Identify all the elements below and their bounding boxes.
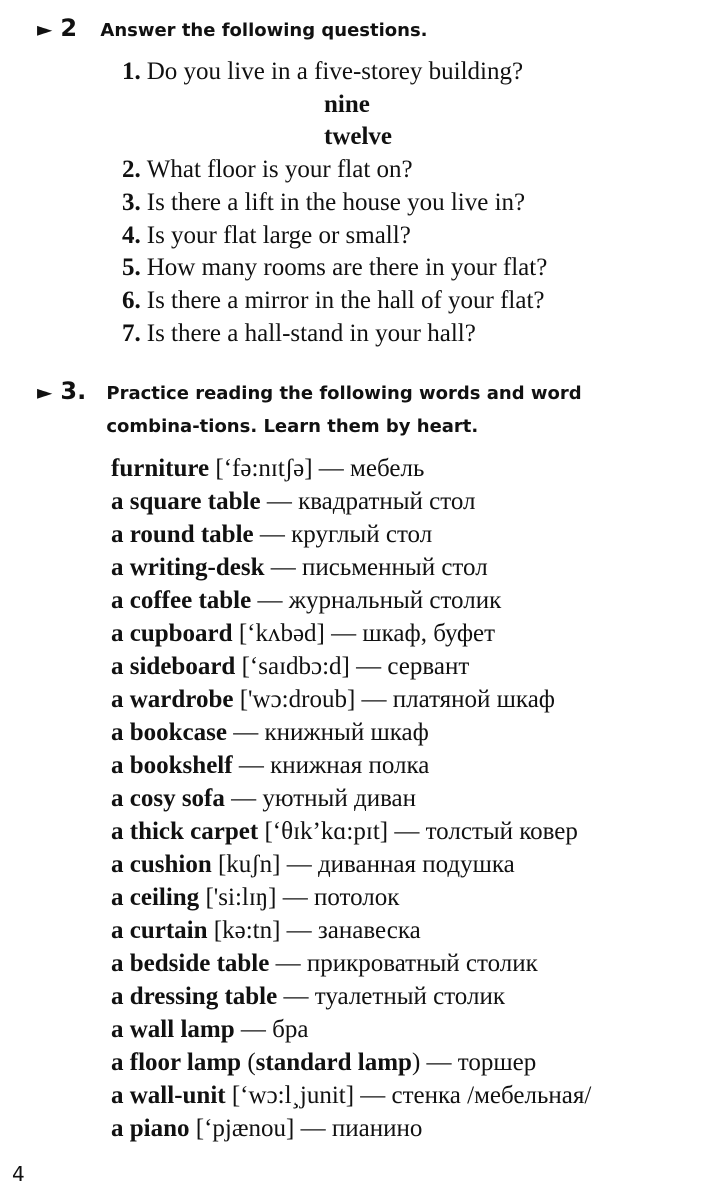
- alternative-word: twelve: [324, 123, 393, 151]
- list-item: [111, 947, 591, 980]
- list-item: [111, 881, 591, 914]
- question-number: 1.: [122, 58, 141, 85]
- list-item: [111, 650, 591, 683]
- list-item: [122, 318, 547, 351]
- question-list: [122, 56, 547, 350]
- vocab-translation: — письменный стол: [264, 554, 488, 581]
- list-item: [111, 782, 591, 815]
- vocab-translation: — уютный диван: [224, 785, 417, 812]
- list-item: [111, 980, 591, 1013]
- vocab-term: a curtain: [111, 917, 208, 944]
- exercise-3-heading: [37, 377, 676, 443]
- exercise-instruction: Practice reading the following words and word combina-tions. Learn them by heart.: [106, 383, 582, 437]
- vocab-term: a wall-unit: [111, 1082, 226, 1109]
- vocab-term: a floor lamp: [111, 1049, 242, 1076]
- vocab-translation: [‘kʌbəd] — шкаф, буфет: [232, 620, 496, 647]
- vocab-translation: — бра: [234, 1016, 309, 1043]
- vocab-term: furniture: [111, 455, 210, 482]
- list-item: [111, 452, 591, 485]
- list-item: [122, 252, 547, 285]
- list-item: [111, 1013, 591, 1046]
- list-item: [111, 584, 591, 617]
- vocab-translation: — круглый стол: [253, 521, 433, 548]
- vocab-translation: [‘pjænou] — пианино: [189, 1115, 423, 1142]
- vocab-translation: — журнальный столик: [251, 587, 502, 614]
- list-item: [111, 1046, 591, 1079]
- vocab-translation: [‘wɔ:l¸junit] — стенка /мебельная/: [225, 1082, 592, 1109]
- vocab-term: a cushion: [111, 851, 212, 878]
- exercise-2-heading: [37, 14, 670, 47]
- vocab-translation: ) — торшер: [411, 1049, 537, 1076]
- vocab-term: a bedside table: [111, 950, 270, 977]
- vocab-term: a ceiling: [111, 884, 200, 911]
- vocab-term: a wall lamp: [111, 1016, 235, 1043]
- vocab-translation: [kə:tn] — занавеска: [207, 917, 421, 944]
- list-item: [111, 848, 591, 881]
- list-item: [111, 551, 591, 584]
- exercise-instruction: Answer the following questions.: [100, 20, 428, 41]
- vocab-term: a sideboard: [111, 653, 236, 680]
- vocab-term: a round table: [111, 521, 254, 548]
- vocab-term: a cosy sofa: [111, 785, 225, 812]
- question-text: Is your flat large or small?: [146, 221, 411, 249]
- vocab-term: a square table: [111, 488, 261, 515]
- list-item: [111, 815, 591, 848]
- vocab-term: a cupboard: [111, 620, 233, 647]
- list-item: [111, 683, 591, 716]
- question-number: 4.: [122, 221, 141, 249]
- vocab-term: a coffee table: [111, 587, 252, 614]
- question-text: What floor is your flat on?: [146, 156, 413, 184]
- vocab-term: a bookshelf: [111, 752, 233, 779]
- list-item: [111, 914, 591, 947]
- vocab-translation: — туалетный столик: [277, 983, 505, 1010]
- exercise-number: 2: [60, 14, 78, 42]
- question-number: 3.: [122, 188, 141, 216]
- vocab-term: a dressing table: [111, 983, 278, 1010]
- alternative-word: nine: [324, 90, 370, 118]
- question-number: 6.: [122, 286, 141, 314]
- vocab-translation: — квадратный стол: [260, 488, 476, 515]
- vocab-paren: (: [241, 1049, 256, 1076]
- page-number: 4: [12, 1162, 25, 1186]
- vocab-translation: [kuʃn] — диванная подушка: [211, 851, 515, 878]
- vocab-translation: [‘θɪk’kɑ:pɪt] — толстый ковер: [258, 818, 578, 845]
- question-text: How many rooms are there in your flat?: [146, 254, 548, 282]
- vocab-term-alt: standard lamp: [255, 1049, 412, 1076]
- list-item: [111, 716, 591, 749]
- list-item: [122, 285, 547, 318]
- triangle-pointer-icon: ►: [37, 17, 53, 41]
- list-item: [111, 1079, 591, 1112]
- list-item: [122, 56, 547, 89]
- list-item: [122, 154, 547, 187]
- list-item: [111, 617, 591, 650]
- vocab-translation: [‘fə:nɪtʃə] — мебель: [209, 455, 425, 482]
- question-text: Do you live in a five-storey building?: [146, 58, 524, 85]
- vocab-term: a thick carpet: [111, 818, 259, 845]
- question-text: Is there a mirror in the hall of your flat?: [146, 286, 545, 314]
- question-text: Is there a hall-stand in your hall?: [146, 319, 476, 347]
- vocab-translation: ['si:lɪŋ] — потолок: [199, 884, 400, 911]
- vocab-translation: — книжная полка: [232, 752, 430, 779]
- exercise-number: 3.: [60, 377, 87, 405]
- question-number: 2.: [122, 156, 141, 184]
- vocab-translation: — прикроватный столик: [269, 950, 538, 977]
- vocab-translation: ['wɔ:droub] — платяной шкаф: [233, 686, 555, 713]
- question-number: 5.: [122, 254, 141, 282]
- list-item: [111, 1112, 591, 1145]
- vocab-term: a wardrobe: [111, 686, 234, 713]
- list-item: [111, 485, 591, 518]
- vocab-translation: — книжный шкаф: [226, 719, 429, 746]
- vocab-term: a bookcase: [111, 719, 227, 746]
- list-item: [122, 187, 547, 220]
- triangle-pointer-icon: ►: [37, 380, 53, 404]
- vocab-term: a piano: [111, 1115, 190, 1142]
- vocabulary-list: [111, 452, 591, 1145]
- question-number: 7.: [122, 319, 141, 347]
- vocab-translation: [‘saɪdbɔ:d] — сервант: [235, 653, 470, 680]
- vocab-term: a writing-desk: [111, 554, 265, 581]
- question-text: Is there a lift in the house you live in?: [146, 188, 526, 216]
- list-item: [122, 220, 547, 253]
- list-item: [111, 749, 591, 782]
- list-item: [111, 518, 591, 551]
